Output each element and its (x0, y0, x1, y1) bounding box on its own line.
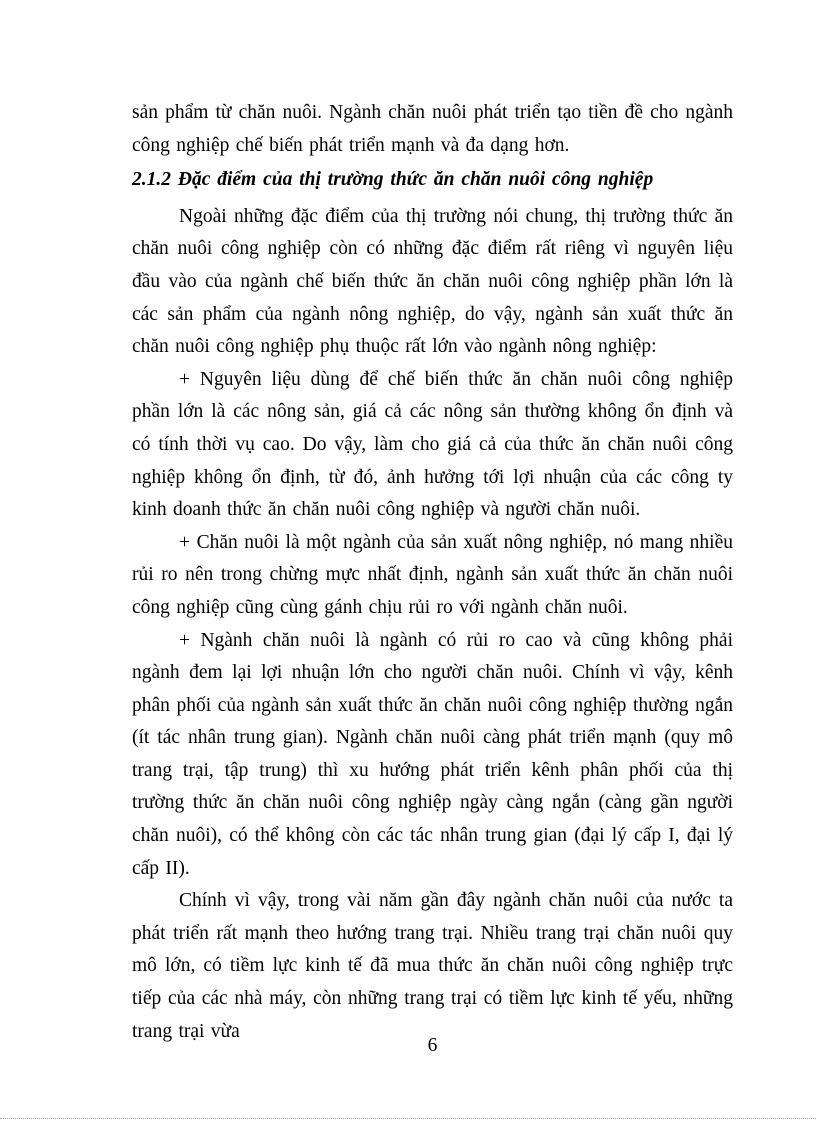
body-paragraph: Chính vì vậy, trong vài năm gần đây ngành chăn nuôi của nước ta phát triển rất mạnh theo hướng trang trại. Nhiều trang trại chăn nuôi quy mô lớn, có tiềm lực kinh tế đã mua thức ăn chăn nuôi công nghiệp trực tiếp của các nhà máy, còn những trang trại có tiềm lực kinh tế yếu, những trang trại vừa (132, 890, 733, 1042)
page-number: 6 (427, 1035, 438, 1056)
body-paragraph-bullet: + Chăn nuôi là một ngành của sản xuất nông nghiệp, nó mang nhiều rủi ro nên trong chừng mực nhất định, ngành sản xuất thức ăn chăn nuôi công nghiệp cũng cùng gánh chịu rủi ro với ngành chăn nuôi. (132, 531, 733, 618)
body-paragraph: Ngoài những đặc điểm của thị trường nói chung, thị trường thức ăn chăn nuôi công nghiệp còn có những đặc điểm rất riêng vì nguyên liệu đầu vào của ngành chế biến thức ăn chăn nuôi công nghiệp phần lớn là các sản phẩm của ngành nông nghiệp, do vậy, ngành sản xuất thức ăn chăn nuôi công nghiệp phụ thuộc rất lớn vào ngành nông nghiệp: (132, 205, 733, 358)
body-paragraph-bullet: + Nguyên liệu dùng để chế biến thức ăn chăn nuôi công nghiệp phần lớn là các nông sản, giá cả các nông sản thường không ổn định và có tính thời vụ cao. Do vậy, làm cho giá cả của thức ăn chăn nuôi công nghiệp không ổn định, từ đó, ảnh hưởng tới lợi nhuận của các công ty kinh doanh thức ăn chăn nuôi công nghiệp và người chăn nuôi. (132, 368, 733, 521)
body-paragraph-bullet: + Ngành chăn nuôi là ngành có rủi ro cao và cũng không phải ngành đem lại lợi nhuận lớn cho người chăn nuôi. Chính vì vậy, kênh phân phối của ngành sản xuất thức ăn chăn nuôi công nghiệp thường ngắn (ít tác nhân trung gian). Ngành chăn nuôi càng phát triển mạnh (quy mô trang trại, tập trung) thì xu hướng phát triển kênh phân phối của thị trường thức ăn chăn nuôi công nghiệp ngày càng ngắn (càng gần người chăn nuôi), có thể không còn các tác nhân trung gian (đại lý cấp I, đại lý cấp II). (132, 629, 733, 879)
section-heading: 2.1.2 Đặc điểm của thị trường thức ăn chăn nuôi công nghiệp (132, 169, 654, 191)
page-body-text (132, 97, 733, 1048)
body-paragraph-continuation: sản phẩm từ chăn nuôi. Ngành chăn nuôi phát triển tạo tiền đề cho ngành công nghiệp chế biến phát triển mạnh và đa dạng hơn. (132, 102, 733, 156)
page-break-dotted-divider (0, 1118, 816, 1119)
